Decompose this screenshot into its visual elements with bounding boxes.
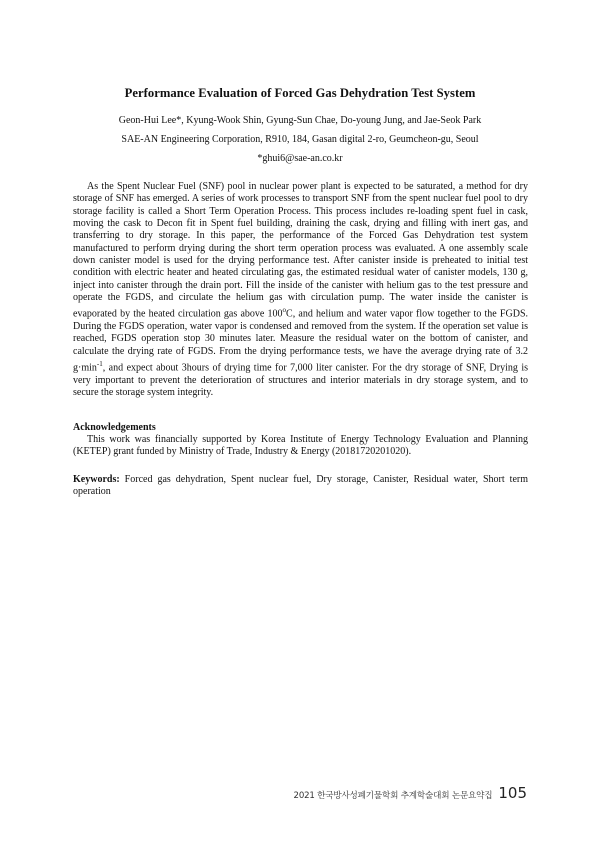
corresponding-email: *ghui6@sae-an.co.kr	[257, 153, 343, 164]
paper-title: Performance Evaluation of Forced Gas Dehydration Test System	[124, 86, 476, 100]
abstract-part-2: C, and helium and water vapor flow together to the FGDS. During the FGDS operation, water vapor is condensed and removed from the system. If the operation set value is reached, FGDS operation stop 30 minutes later. Measure the residual water on the bottom of canister, and calculate the drying rate of FGDS. From the drying performance tests, we have the average drying rate of 3.2 g·min	[73, 308, 529, 374]
affiliation: SAE-AN Engineering Corporation, R910, 184, Gasan digital 2-ro, Geumcheon-gu, Seoul	[121, 134, 479, 145]
abstract-part-3: , and expect about 3hours of drying time for 7,000 liter canister. For the dry storage of SNF, Drying is very important to prevent the deterioration of structures and interior materials in dry storage system, and to secure the storage system integrity.	[73, 362, 528, 398]
acknowledgements-body: This work was financially supported by Korea Institute of Energy Technology Evaluation and Planning (KETEP) grant funded by Ministry of Trade, Industry & Energy (20181720201020).	[73, 434, 528, 458]
author-list: Geon-Hui Lee*, Kyung-Wook Shin, Gyung-Sun Chae, Do-young Jung, and Jae-Seok Park	[118, 115, 482, 126]
keywords-text: Forced gas dehydration, Spent nuclear fuel, Dry storage, Canister, Residual water, Short term operation	[73, 474, 528, 498]
keywords-section	[73, 474, 528, 499]
page-number: 105	[498, 784, 527, 802]
page-footer	[294, 784, 527, 802]
rate-unit-superscript: -1	[96, 359, 103, 368]
proceedings-title: 2021 한국방사성폐기물학회 추계학술대회 논문요약집	[293, 791, 493, 801]
acknowledgements-heading: Acknowledgements	[73, 422, 156, 433]
abstract-body	[73, 181, 528, 399]
keywords-label: Keywords:	[73, 474, 120, 485]
degree-superscript: o	[282, 306, 287, 315]
abstract-part-1: As the Spent Nuclear Fuel (SNF) pool in nuclear power plant is expected to be saturated, a method for dry storage of SNF has emerged. A series of work processes to transport SNF from the spent nuclear fuel pool to dry storage facility is called a Short Term Operation Process. This process includes re-loading spent fuel in cask, moving the cask to Decon fit in Spent fuel building, draining the cask, drying and filling with inert gas, and transferring to dry storage. In this paper, the performance of the Forced Gas Dehydration test system manufactured to perform drying during the short term operation process was evaluated. A one assembly scale down canister model is used for the drying performance test. After canister inside is preheated to initial test condition with electric heater and heated circulating gas, the estimated residual water of canister models, 130 g, inject into canister through the drain port. Fill the inside of the canister with helium gas to the test pressure and operate the FGDS, and circulate the helium gas with circulation pump. The water inside the canister is evaporated by the heated circulation gas above 100	[73, 181, 528, 320]
